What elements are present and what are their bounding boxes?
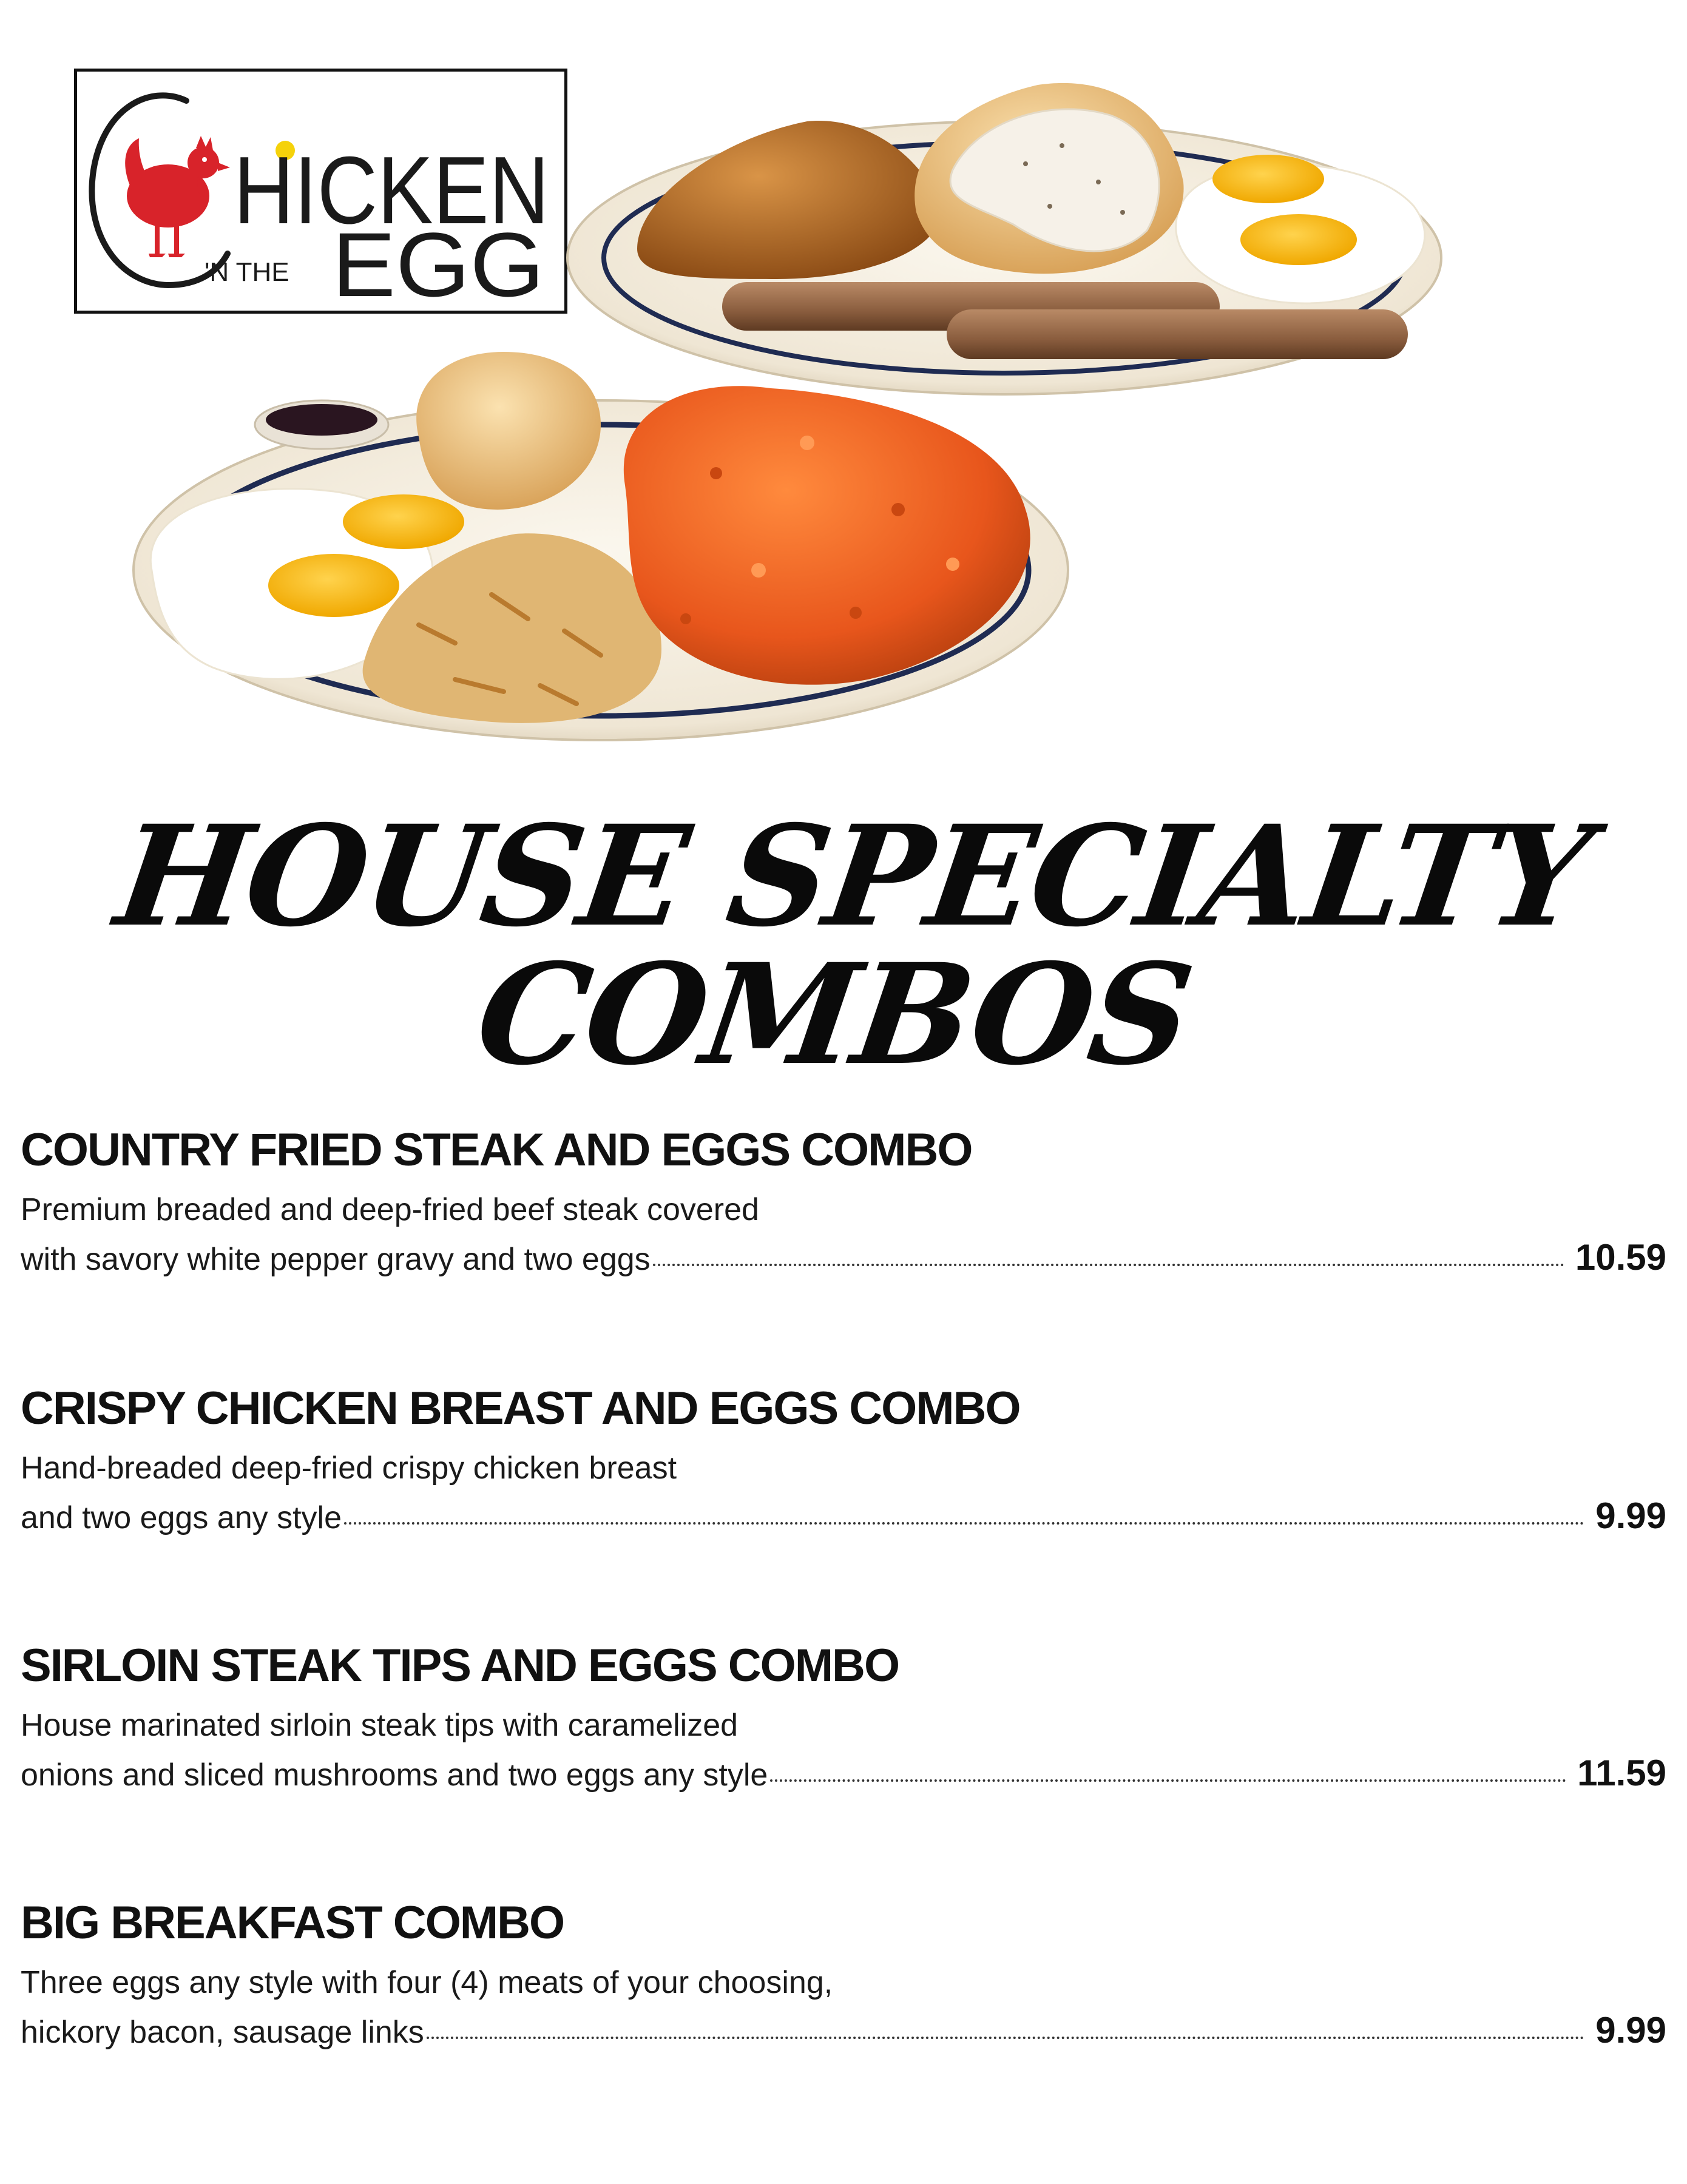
item-name: COUNTRY FRIED STEAK AND EGGS COMBO	[21, 1124, 972, 1176]
item-description-row	[21, 2012, 1666, 2049]
menu-item	[21, 1897, 1666, 2082]
menu-item	[21, 1124, 1666, 1309]
menu-item	[21, 1383, 1666, 1568]
item-description-line: and two eggs any style	[21, 1500, 342, 1535]
dotted-leader	[770, 1779, 1566, 1782]
item-price: 9.99	[1595, 1495, 1666, 1536]
menu-item	[21, 1640, 1666, 1825]
item-price: 9.99	[1595, 2010, 1666, 2051]
front-plate	[134, 352, 1068, 740]
item-description-row	[21, 1495, 1666, 1536]
svg-text:HICKEN: HICKEN	[234, 137, 549, 244]
back-plate	[567, 83, 1441, 394]
item-description-line: Hand-breaded deep-fried crispy chicken breast	[21, 1451, 677, 1486]
item-description-line: hickory bacon, sausage links	[21, 2015, 424, 2050]
item-price: 10.59	[1575, 1237, 1666, 1278]
item-description-row	[21, 1239, 1666, 1276]
item-description-line: House marinated sirloin steak tips with caramelized	[21, 1708, 739, 1743]
item-description-line: onions and sliced mushrooms and two eggs any style	[21, 1758, 768, 1793]
item-description-line: Premium breaded and deep-fried beef steak covered	[21, 1192, 759, 1227]
dotted-leader	[427, 2037, 1584, 2039]
item-description-line: with savory white pepper gravy and two eggs	[21, 1242, 651, 1277]
page-title: HOUSE SPECIALTY COMBOS	[107, 795, 1599, 1096]
item-description-row	[21, 1755, 1666, 1791]
svg-text:'N THE: 'N THE	[205, 257, 289, 287]
item-name: SIRLOIN STEAK TIPS AND EGGS COMBO	[21, 1640, 899, 1691]
item-name: CRISPY CHICKEN BREAST AND EGGS COMBO	[21, 1383, 1020, 1434]
breakfast-plates-photo	[79, 49, 1608, 795]
svg-text:EGG: EGG	[332, 214, 544, 311]
dotted-leader	[653, 1264, 1564, 1266]
item-description-line: Three eggs any style with four (4) meats of your choosing,	[21, 1965, 833, 2000]
item-name: BIG BREAKFAST COMBO	[21, 1897, 564, 1949]
dotted-leader	[344, 1522, 1584, 1525]
item-price: 11.59	[1577, 1753, 1666, 1793]
